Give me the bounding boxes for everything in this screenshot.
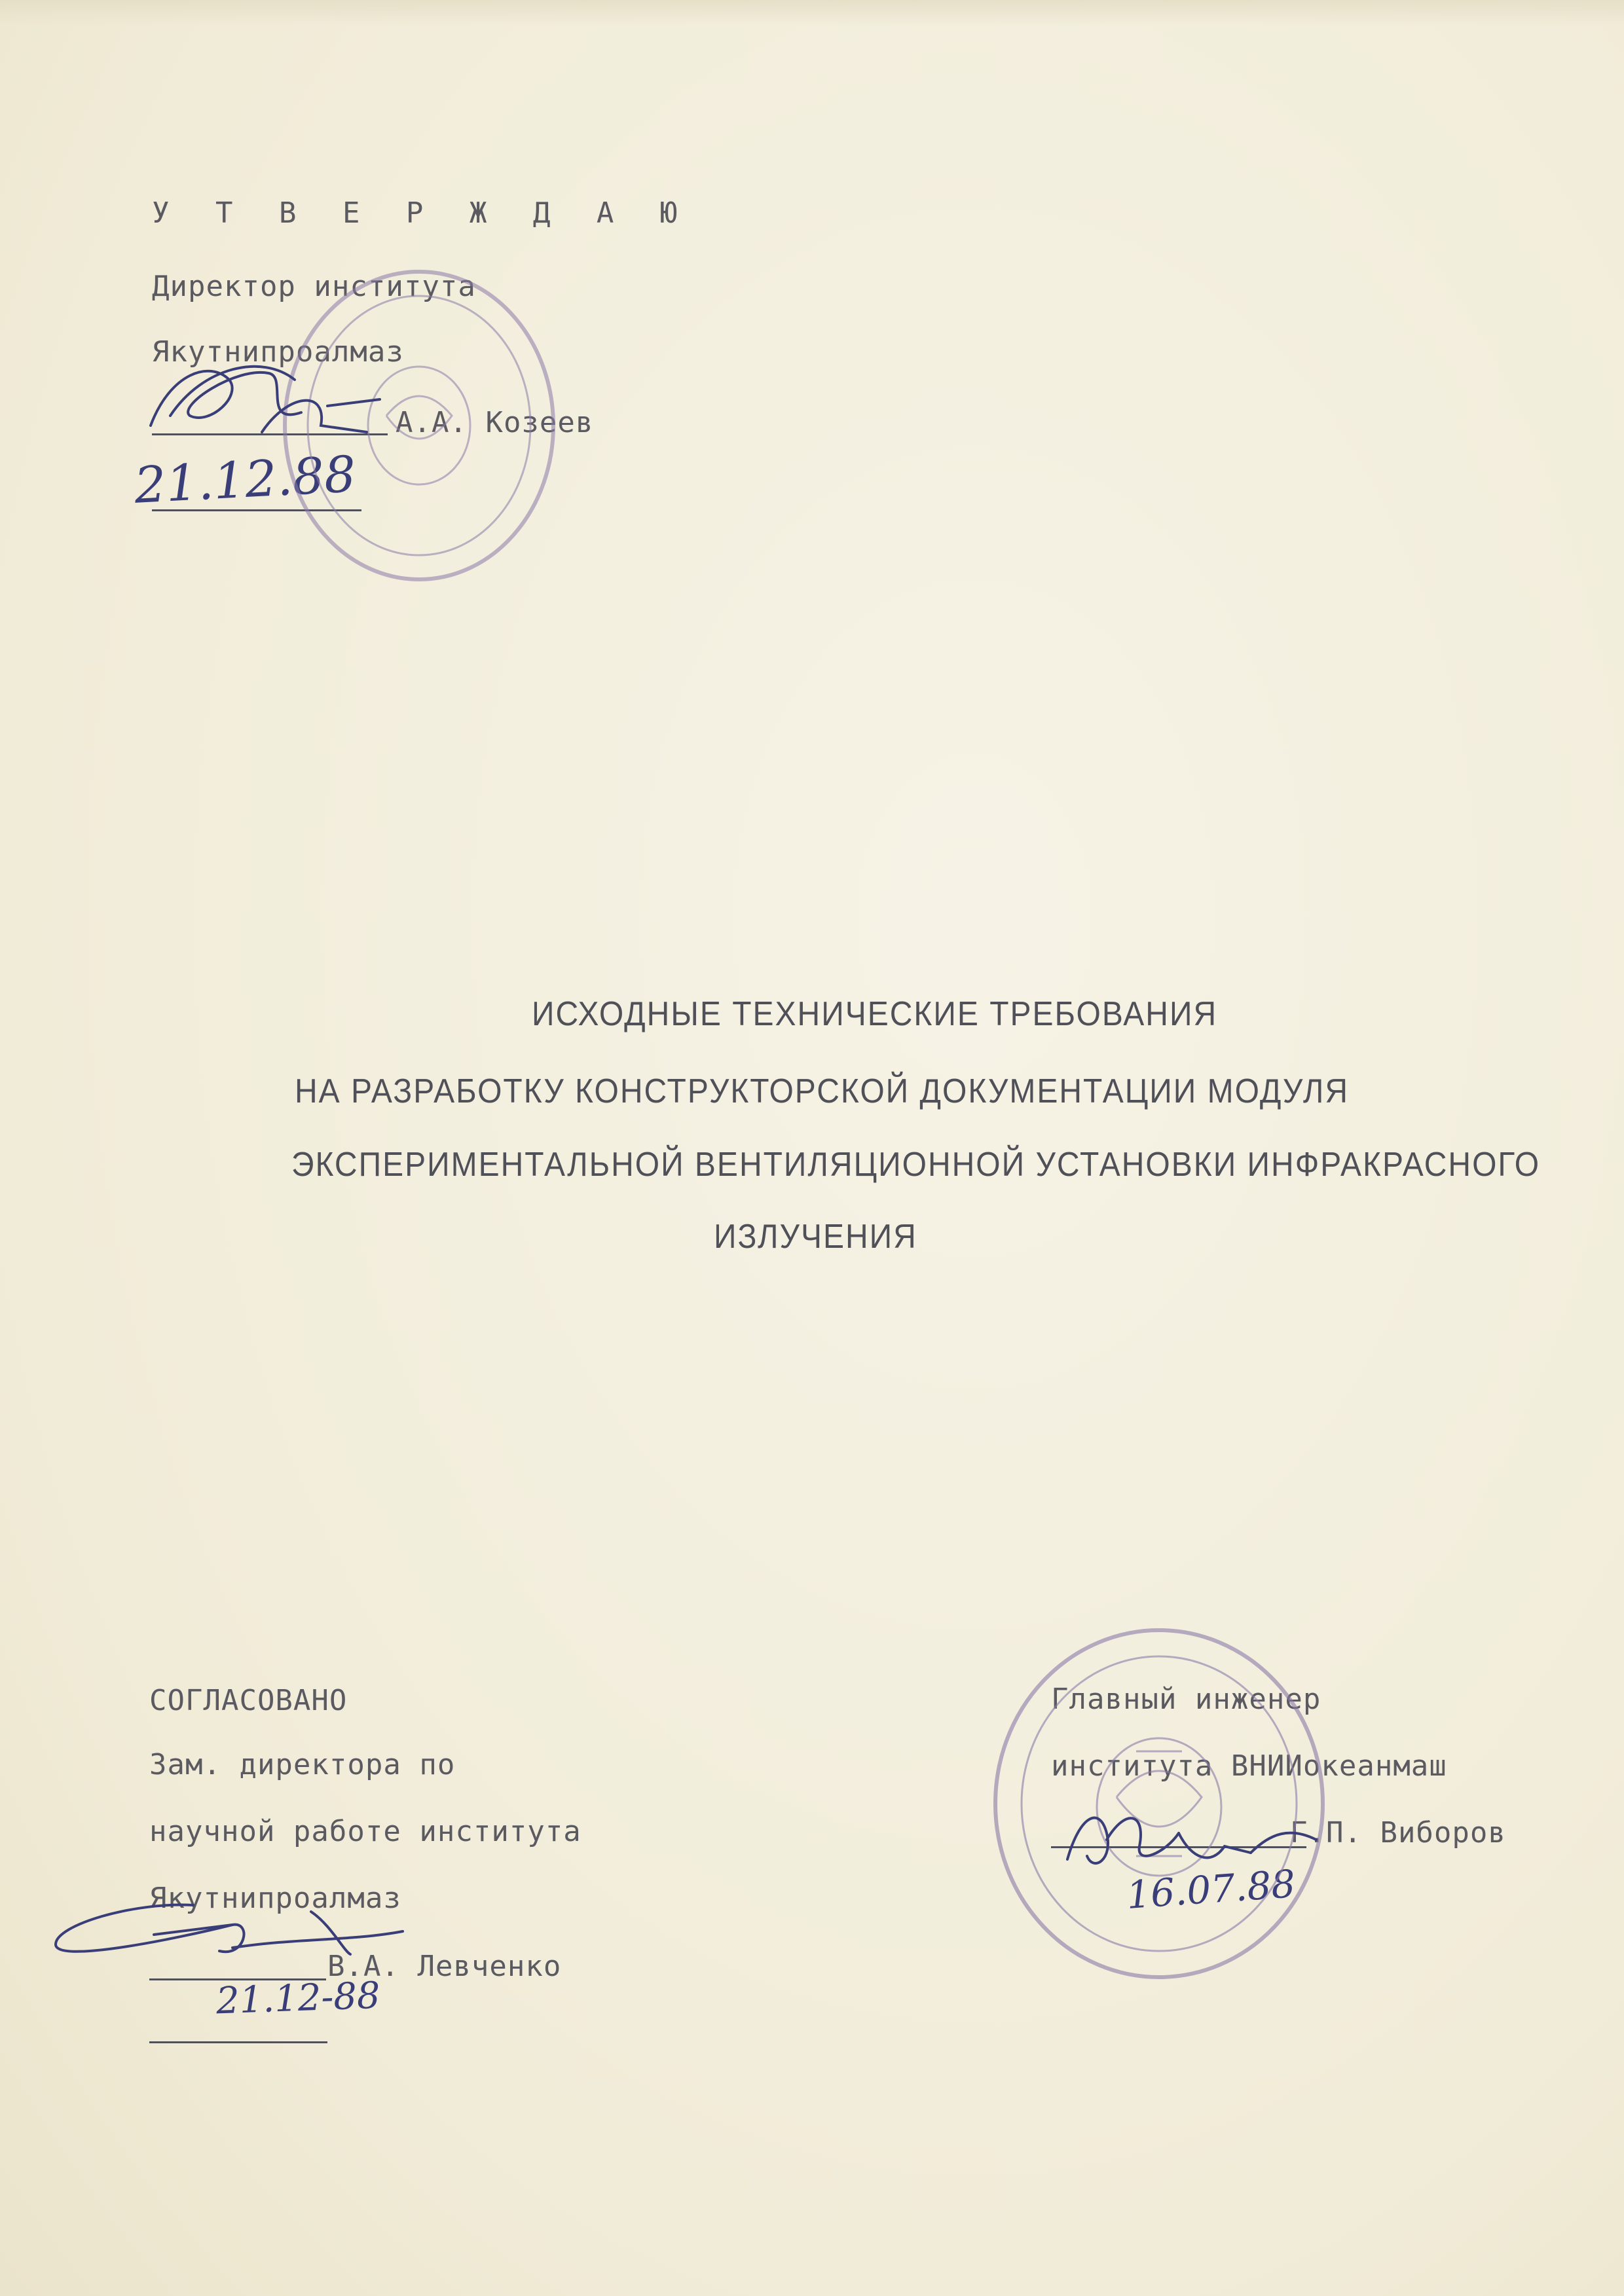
engineer-handwritten-date: 16.07.88 [1124, 1861, 1297, 1918]
agreed-date-line [149, 2041, 327, 2043]
approve-heading: У Т В Е Р Ж Д А Ю [152, 196, 692, 230]
engineer-position-1: Главный инженер [1051, 1683, 1321, 1716]
title-line-1: ИСХОДНЫЕ ТЕХНИЧЕСКИЕ ТРЕБОВАНИЯ [532, 995, 1218, 1034]
title-line-2: НА РАЗРАБОТКУ КОНСТРУКТОРСКОЙ ДОКУМЕНТАЦИИ МОДУЛЯ [295, 1072, 1349, 1111]
engineer-position-2: института ВНИИокеанмаш [1051, 1749, 1447, 1783]
approve-handwritten-date: 21.12.88 [132, 445, 358, 515]
agreed-name: В.А. Левченко [327, 1950, 562, 1983]
agreed-position-1: Зам. директора по [149, 1748, 456, 1781]
agreed-organization: Якутнипроалмаз [149, 1882, 401, 1915]
approve-signature [131, 354, 406, 452]
engineer-signature [1054, 1794, 1336, 1892]
engineer-name: Г.П. Виборов [1290, 1816, 1506, 1850]
approve-organization: Якутнипроалмаз [152, 335, 404, 369]
title-line-3: ЭКСПЕРИМЕНТАЛЬНОЙ ВЕНТИЛЯЦИОННОЙ УСТАНОВКИ ИНФРАКРАСНОГО [291, 1146, 1541, 1184]
title-line-4: ИЗЛУЧЕНИЯ [714, 1218, 917, 1256]
agreed-signature [36, 1886, 429, 1977]
approve-position: Директор института [152, 270, 476, 303]
approve-name: А.А. Козеев [396, 406, 594, 439]
agreed-position-2: научной работе института [149, 1815, 581, 1848]
agreed-handwritten-date: 21.12-88 [215, 1974, 381, 2023]
agreed-heading: СОГЛАСОВАНО [149, 1684, 348, 1717]
paper-edge-shadow [0, 0, 1624, 26]
